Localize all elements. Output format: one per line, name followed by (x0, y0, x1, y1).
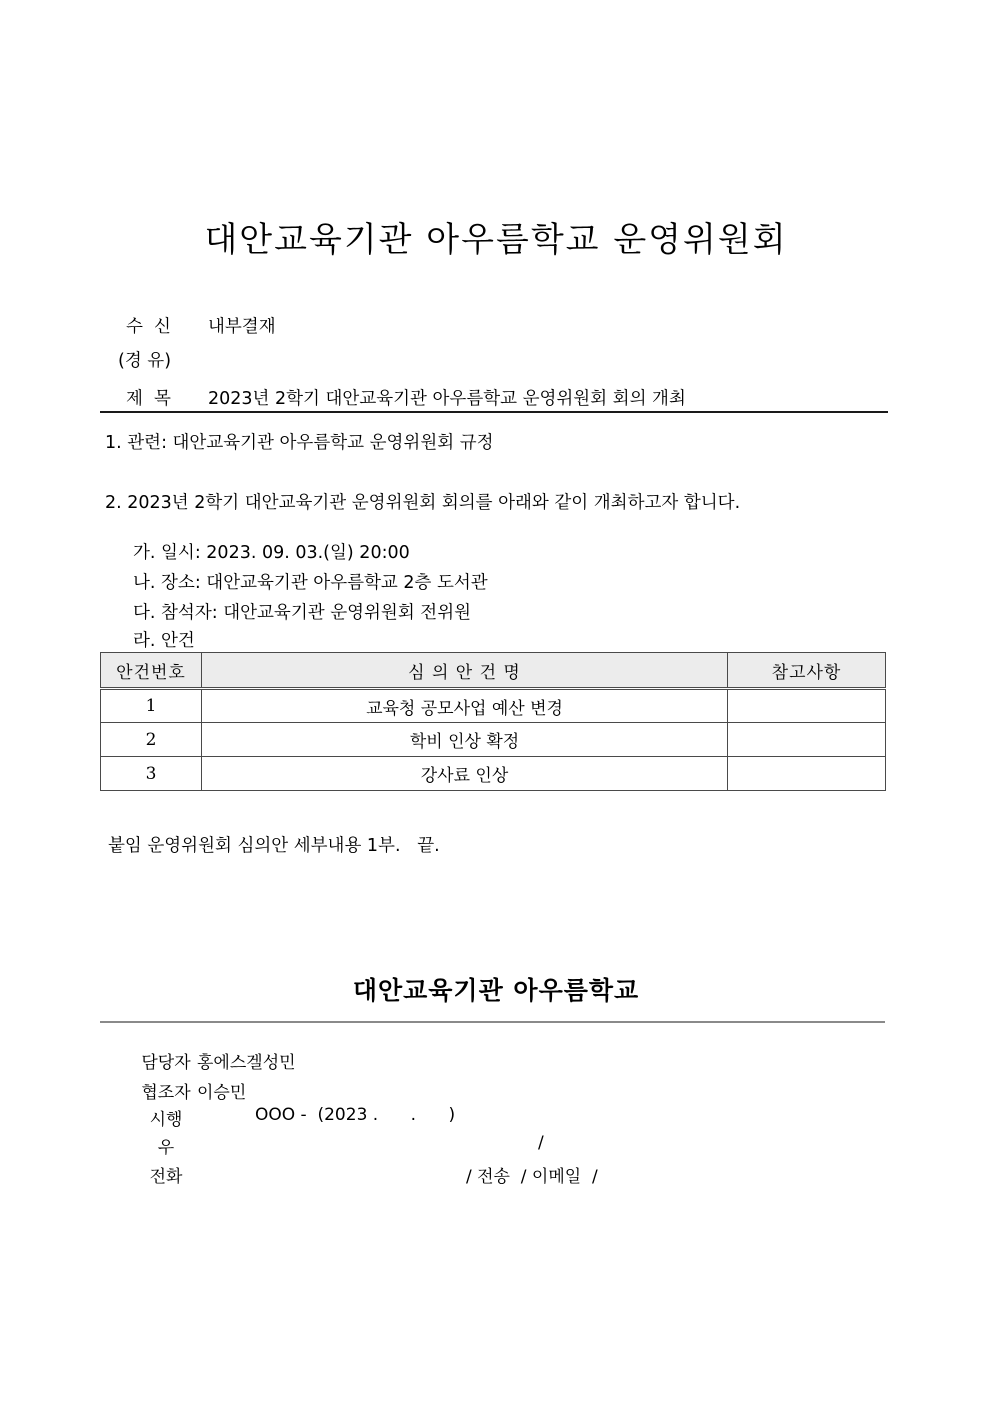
org-name: 대안교육기관 아우름학교 (352, 976, 640, 1005)
agenda-no: 3 (101, 757, 202, 791)
footer-label: 전화 (149, 1167, 183, 1187)
footer-row-enforcement (0, 1105, 992, 1129)
agenda-header-row (101, 653, 886, 689)
sub-item-date: 가. 일시: 2023. 09. 03.(일) 20:00 (133, 543, 410, 563)
via-label: (경 유) (118, 351, 172, 371)
footer-row-phone (0, 1162, 992, 1186)
table-row (101, 757, 886, 791)
sub-item-place: 나. 장소: 대안교육기관 아우름학교 2층 도서관 (133, 573, 488, 593)
footer-label: 담당자 (141, 1053, 191, 1073)
footer-value: / 전송 / 이메일 / (466, 1167, 598, 1187)
subject-label: 제 목 (126, 389, 171, 409)
subject-divider-rule (100, 411, 888, 413)
footer-label: 우 (157, 1138, 175, 1158)
agenda-name: 학비 인상 확정 (202, 723, 728, 757)
agenda-header-name: 심 의 안 건 명 (202, 653, 728, 689)
footer-divider-rule (100, 1021, 885, 1023)
table-row (101, 723, 886, 757)
agenda-no: 1 (101, 689, 202, 723)
document-title: 대안교육기관 아우름학교 운영위원회 (204, 220, 788, 260)
footer-row-cooperator (0, 1078, 992, 1102)
agenda-name: 교육청 공모사업 예산 변경 (202, 689, 728, 723)
subject-value: 2023년 2학기 대안교육기관 아우름학교 운영위원회 회의 개최 (208, 389, 686, 409)
footer-label: 시행 (149, 1110, 183, 1130)
agenda-name: 강사료 인상 (202, 757, 728, 791)
recipient-value: 내부결재 (208, 317, 276, 337)
recipient-label: 수 신 (126, 317, 171, 337)
table-row (101, 689, 886, 723)
body-item-1: 1. 관련: 대안교육기관 아우름학교 운영위원회 규정 (105, 433, 494, 453)
footer-value: / (538, 1133, 544, 1153)
agenda-note (728, 757, 886, 791)
footer-row-postcode (0, 1133, 992, 1157)
agenda-header-note: 참고사항 (728, 653, 886, 689)
footer-value: 홍에스겔성민 (197, 1053, 296, 1073)
agenda-no: 2 (101, 723, 202, 757)
footer-label: 협조자 (141, 1083, 191, 1103)
sub-item-agenda: 라. 안건 (133, 631, 195, 651)
body-item-2: 2. 2023년 2학기 대안교육기관 운영위원회 회의를 아래와 같이 개최하고자 합니다. (105, 493, 741, 513)
footer-row-manager (0, 1048, 992, 1072)
agenda-note (728, 723, 886, 757)
footer-value: 이승민 (197, 1083, 247, 1103)
agenda-header-no: 안건번호 (101, 653, 202, 689)
attachment-line: 붙임 운영위원회 심의안 세부내용 1부. 끝. (108, 836, 440, 856)
agenda-table (100, 652, 886, 791)
footer-value: OOO - (2023 . . ) (255, 1105, 456, 1125)
sub-item-attendees: 다. 참석자: 대안교육기관 운영위원회 전위원 (133, 603, 471, 623)
agenda-note (728, 689, 886, 723)
